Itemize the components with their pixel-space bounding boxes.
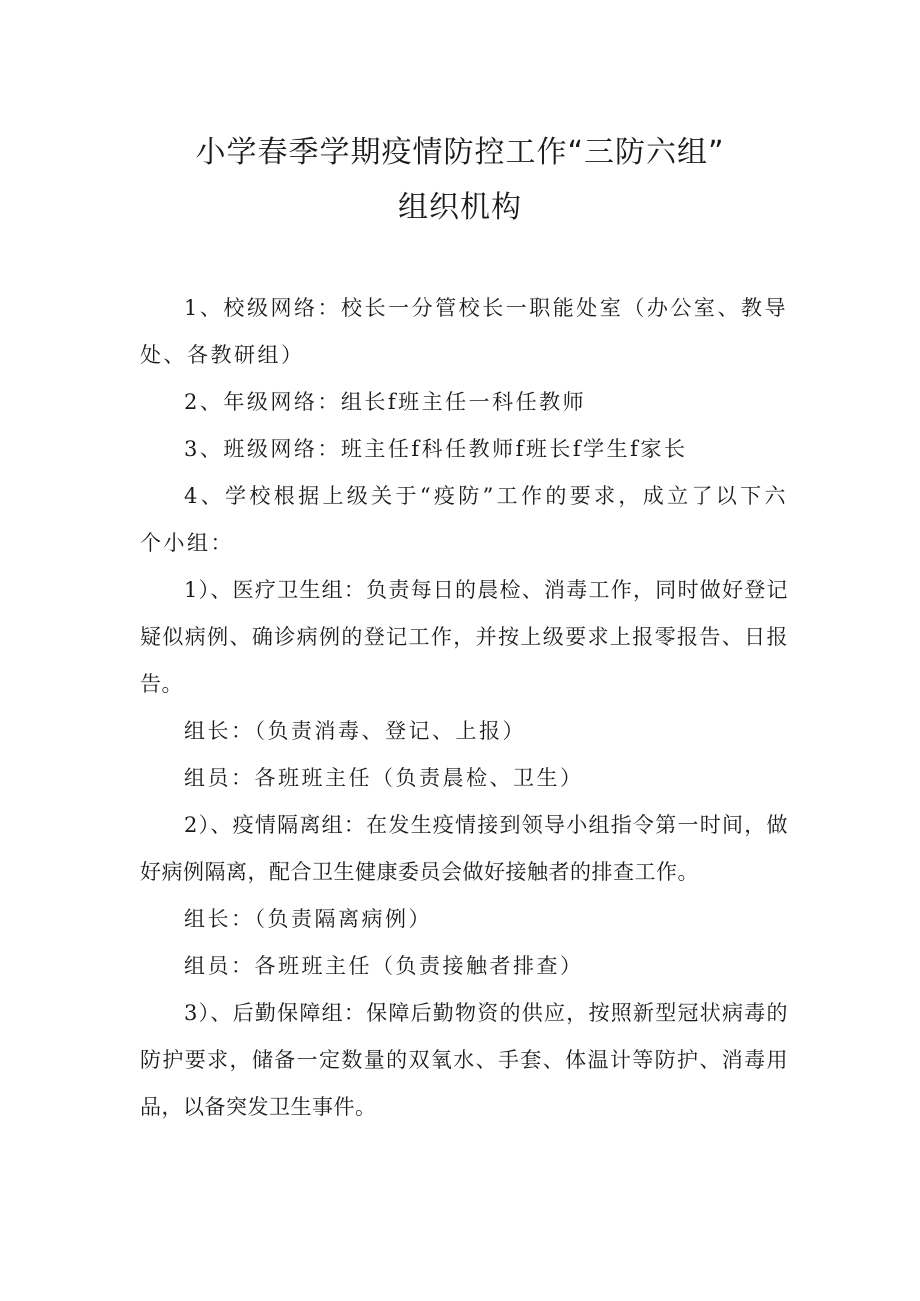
paragraph-isolation-group: 2）、疫情隔离组：在发生疫情接到领导小组指令第一时间，做好病例隔离，配合卫生健康委员会做好接触者的排查工作。 (140, 813, 788, 884)
document-title-line2: 组织机构 (398, 190, 522, 225)
paragraph-six-groups-intro: 4、学校根据上级关于“疫防”工作的要求，成立了以下六个小组： (140, 484, 788, 555)
paragraph-school-network: 1、校级网络：校长一分管校长一职能处室（办公室、教导处、各教研组） (140, 296, 788, 367)
paragraph-logistics-group: 3）、后勤保障组：保障后勤物资的供应，按照新型冠状病毒的防护要求，储备一定数量的双氧水、手套、体温计等防护、消毒用品，以备突发卫生事件。 (140, 1001, 788, 1119)
document-body (140, 285, 788, 1131)
paragraph-grade-network: 2、年级网络：组长f班主任一科任教师 (184, 390, 587, 414)
paragraph-isolation-leader: 组长：（负责隔离病例） (184, 907, 432, 931)
paragraph-isolation-members: 组员：各班班主任（负责接触者排查） (184, 954, 584, 978)
paragraph-medical-members: 组员：各班班主任（负责晨检、卫生） (184, 766, 584, 790)
paragraph-medical-leader: 组长：（负责消毒、登记、上报） (184, 719, 526, 743)
document-title-line1: 小学春季学期疫情防控工作“三防六组” (195, 135, 725, 170)
paragraph-medical-group: 1）、医疗卫生组：负责每日的晨检、消毒工作，同时做好登记疑似病例、确诊病例的登记工作，并按上级要求上报零报告、日报告。 (140, 578, 788, 696)
paragraph-class-network: 3、班级网络：班主任f科任教师f班长f学生f家长 (184, 437, 688, 461)
